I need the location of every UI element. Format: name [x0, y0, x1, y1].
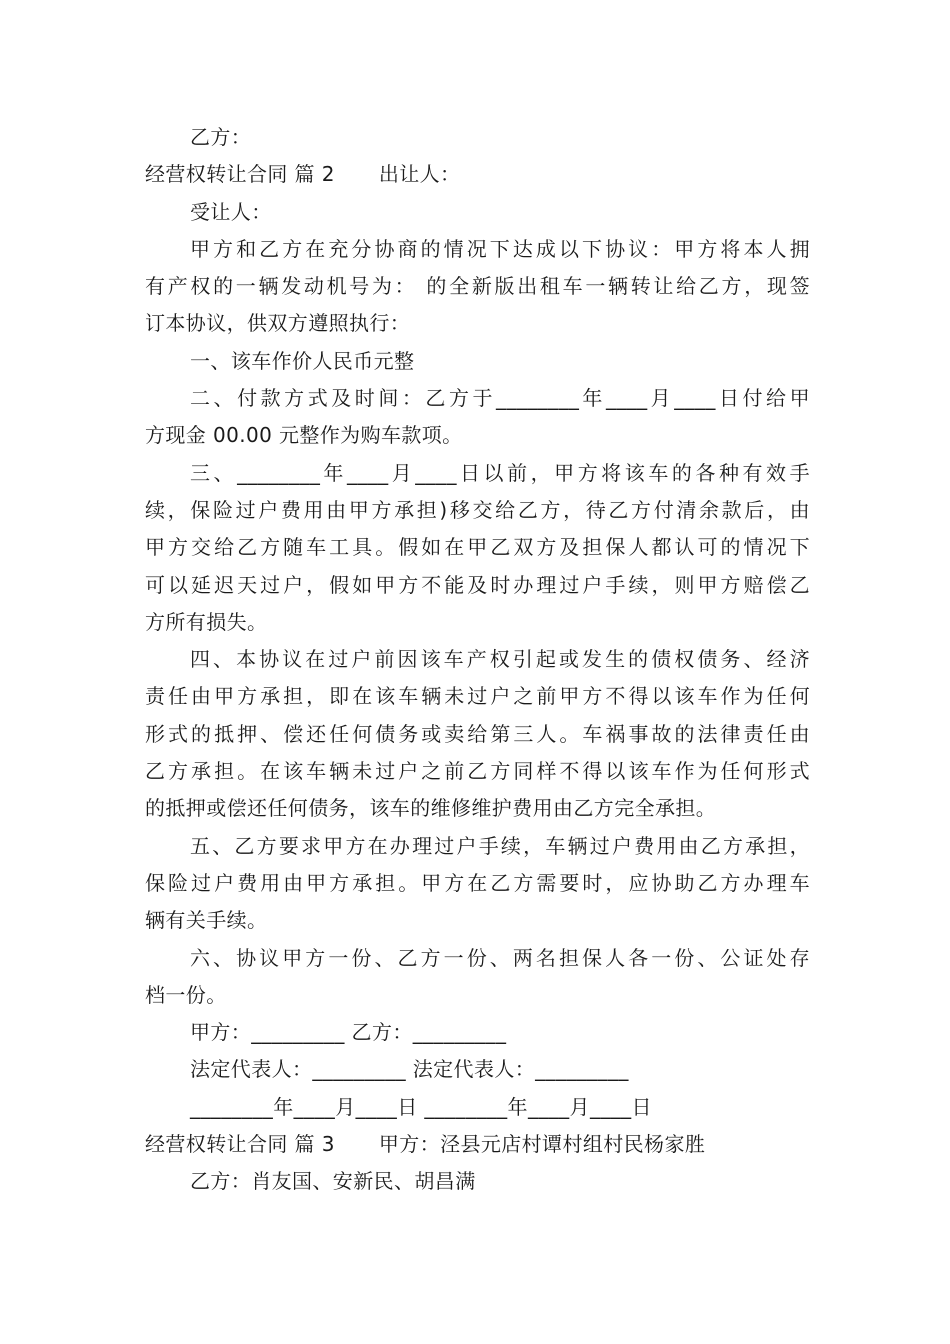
line-text: 甲方：_________ 乙方：_________ [190, 1020, 507, 1045]
line-text: 的抵押或偿还任何债务，该车的维修维护费用由乙方完全承担。 [145, 796, 717, 821]
line-text: 订本协议，供双方遵照执行： [145, 311, 411, 336]
line-text: 方现金 00.00 元整作为购车款项。 [145, 423, 463, 448]
paragraph-line [145, 865, 810, 902]
line-text: ________年____月____日 ________年____月____日 [190, 1094, 652, 1119]
line-text: 方所有损失。 [145, 609, 268, 634]
paragraph-line [145, 268, 810, 305]
paragraph-line [145, 492, 810, 529]
line-text: 责任由甲方承担，即在该车辆未过户之前甲方不得以该车作为任何 [145, 684, 810, 709]
paragraph-line [145, 678, 810, 715]
line-text: 甲方：泾县元店村谭村组村民杨家胜 [378, 1132, 706, 1157]
paragraph-line [145, 940, 810, 977]
line-text: 形式的抵押、偿还任何债务或卖给第三人。车祸事故的法律责任由 [145, 721, 810, 746]
line-text: 续，保险过户费用由甲方承担)移交给乙方，待乙方付清余款后，由 [145, 497, 810, 522]
paragraph-line [145, 455, 810, 492]
paragraph-line [145, 641, 810, 678]
line-text: 有产权的一辆发动机号为： 的全新版出租车一辆转让给乙方，现签 [145, 274, 810, 299]
section-title: 经营权转让合同 篇 2 [145, 162, 335, 187]
line-text: 乙方承担。在该车辆未过户之前乙方同样不得以该车作为任何形式 [145, 759, 810, 784]
paragraph-line [145, 753, 810, 790]
line-text: 一、该车作价人民币元整 [190, 348, 415, 373]
line-text: 保险过户费用由甲方承担。甲方在乙方需要时，应协助乙方办理车 [145, 870, 810, 895]
line-text: 法定代表人：_________ 法定代表人：_________ [190, 1057, 629, 1082]
paragraph-line [145, 604, 810, 641]
section-title: 经营权转让合同 篇 3 [145, 1132, 335, 1157]
paragraph-line [145, 194, 810, 231]
paragraph-line [145, 231, 810, 268]
paragraph-line [145, 119, 810, 156]
paragraph-line [145, 1014, 810, 1051]
line-text: 乙方：肖友国、安新民、胡昌满 [190, 1169, 476, 1194]
paragraph-line [145, 343, 810, 380]
paragraph-line [145, 380, 810, 417]
line-text: 三、________年____月____日以前，甲方将该车的各种有效手 [190, 460, 810, 485]
paragraph-line [145, 977, 810, 1014]
paragraph-line [145, 1089, 810, 1126]
document-page [145, 119, 810, 1201]
line-text: 二、付款方式及时间：乙方于________年____月____日付给甲 [190, 386, 810, 411]
line-text: 五、乙方要求甲方在办理过户手续，车辆过户费用由乙方承担， [190, 833, 810, 858]
line-text: 甲方和乙方在充分协商的情况下达成以下协议：甲方将本人拥 [190, 236, 810, 261]
section-heading-line [145, 156, 810, 193]
paragraph-line [145, 828, 810, 865]
section-heading-line [145, 1126, 810, 1163]
line-text: 六、协议甲方一份、乙方一份、两名担保人各一份、公证处存 [190, 945, 810, 970]
line-text: 乙方： [190, 125, 252, 149]
line-text: 出让人： [378, 162, 461, 187]
paragraph-line [145, 716, 810, 753]
paragraph-line [145, 417, 810, 454]
paragraph-line [145, 902, 810, 939]
paragraph-line [145, 567, 810, 604]
line-text: 四、本协议在过户前因该车产权引起或发生的债权债务、经济 [190, 647, 810, 672]
paragraph-line [145, 305, 810, 342]
line-text: 辆有关手续。 [145, 908, 268, 933]
line-text: 可以延迟天过户，假如甲方不能及时办理过户手续，则甲方赔偿乙 [145, 572, 810, 597]
paragraph-line [145, 1163, 810, 1200]
paragraph-line [145, 790, 810, 827]
line-text: 档一份。 [145, 982, 227, 1007]
line-text: 甲方交给乙方随车工具。假如在甲乙双方及担保人都认可的情况下 [145, 535, 810, 560]
paragraph-line [145, 1051, 810, 1088]
line-text: 受让人： [190, 199, 272, 224]
paragraph-line [145, 529, 810, 566]
